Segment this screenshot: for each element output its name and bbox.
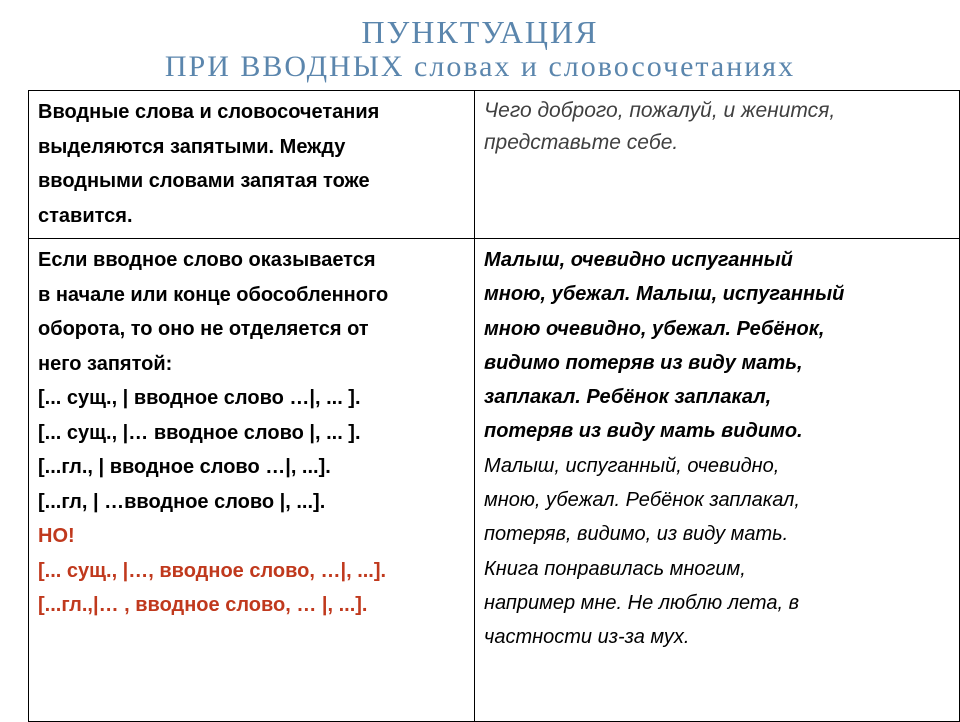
scheme-line: [...гл, | …вводное слово |, ...]. bbox=[38, 490, 326, 513]
example-line: потеряв, видимо, из виду мать. bbox=[484, 523, 789, 546]
rule-text-line: Вводные слова и словосочетания bbox=[38, 101, 380, 123]
rule-text-line: выделяются запятыми. Между bbox=[38, 135, 346, 158]
rule-text-line: ставится. bbox=[38, 204, 133, 227]
example-bold-line: мною очевидно, убежал. Ребёнок, bbox=[484, 317, 825, 340]
scheme-line: [... сущ., |… вводное слово |, ... ]. bbox=[38, 421, 361, 444]
scheme-line: [...гл., | вводное слово …|, ...]. bbox=[38, 456, 331, 478]
example-bold-line: видимо потеряв из виду мать, bbox=[484, 351, 803, 374]
example-text-line: Чего доброго, пожалуй, и женится, bbox=[484, 99, 836, 122]
example-bold-line: Малыш, очевидно испуганный bbox=[484, 249, 793, 271]
example-text-line: представьте себе. bbox=[484, 131, 679, 154]
rule-text-line: Если вводное слово оказывается bbox=[38, 249, 376, 271]
rule-text-line: в начале или конце обособленного bbox=[38, 283, 389, 306]
rule-text-line: вводными словами запятая тоже bbox=[38, 170, 370, 192]
exception-scheme-line: [... сущ., |…, вводное слово, …|, ...]. bbox=[38, 559, 387, 582]
scheme-line: [... сущ., | вводное слово …|, ... ]. bbox=[38, 387, 361, 409]
rules-table bbox=[28, 90, 960, 722]
rule-text-line: оборота, то оно не отделяется от bbox=[38, 318, 369, 340]
example-line: Малыш, испуганный, очевидно, bbox=[484, 454, 780, 477]
page-subtitle: ПРИ ВВОДНЫХ словах и словосочетаниях bbox=[164, 50, 796, 83]
example-bold-line: потеряв из виду мать видимо. bbox=[484, 420, 803, 443]
example-bold-line: мною, убежал. Малыш, испуганный bbox=[484, 283, 845, 306]
example-cell bbox=[475, 239, 960, 722]
example-line: частности из-за мух. bbox=[484, 626, 690, 649]
rule-cell bbox=[29, 239, 475, 722]
exception-label: НО! bbox=[38, 525, 75, 547]
table-row bbox=[29, 239, 960, 722]
rule-cell bbox=[29, 91, 475, 239]
example-line: мною, убежал. Ребёнок заплакал, bbox=[484, 489, 800, 512]
exception-scheme-line: [...гл.,|… , вводное слово, … |, ...]. bbox=[38, 594, 368, 616]
example-cell bbox=[475, 91, 960, 239]
example-line: Книга понравилась многим, bbox=[484, 557, 746, 580]
rule-text-line: него запятой: bbox=[38, 352, 173, 375]
example-line: например мне. Не люблю лета, в bbox=[484, 591, 800, 614]
example-bold-line: заплакал. Ребёнок заплакал, bbox=[484, 386, 772, 409]
table-row bbox=[29, 91, 960, 239]
page-title: ПУНКТУАЦИЯ bbox=[361, 14, 599, 50]
